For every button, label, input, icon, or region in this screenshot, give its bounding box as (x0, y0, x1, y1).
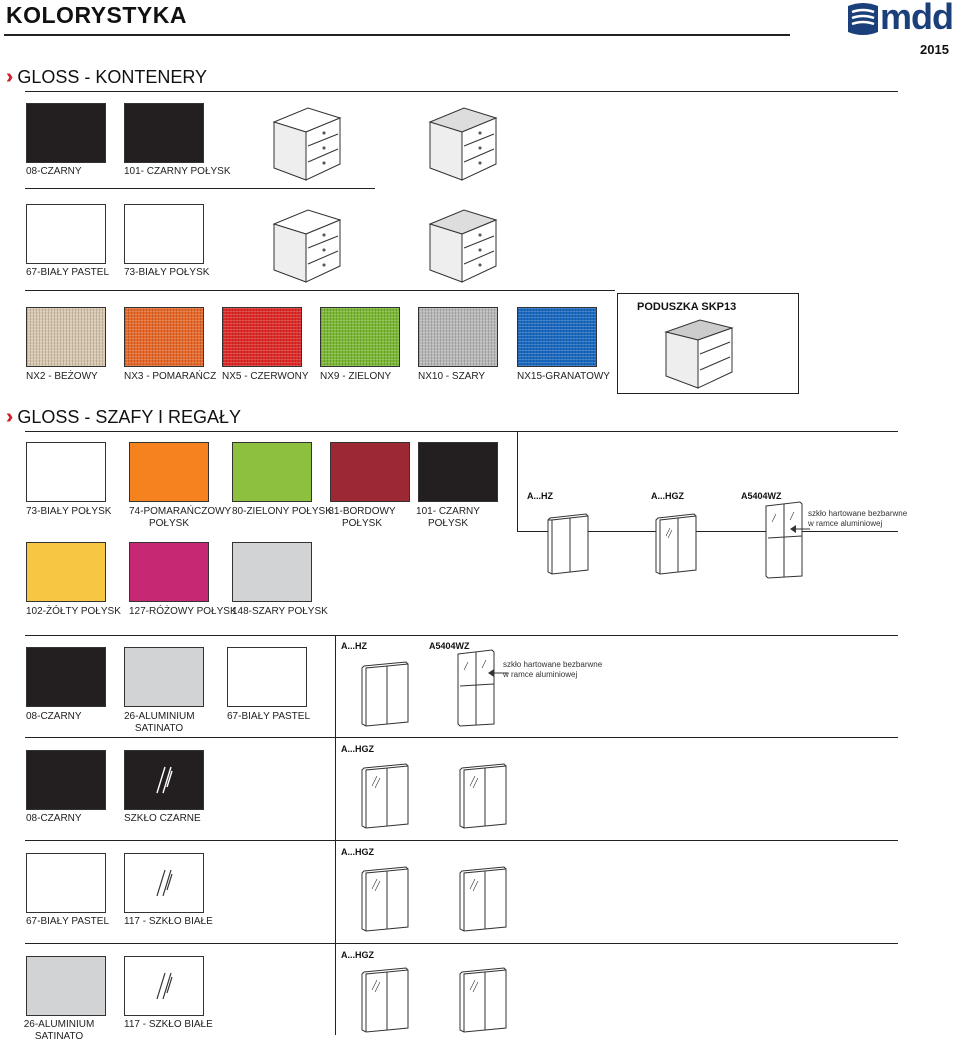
brand-logo (846, 2, 960, 36)
swatch-label: 08-CZARNY (26, 711, 82, 722)
column-divider (335, 635, 336, 1035)
swatch-label: 127-RÓŻOWY POŁYSK (129, 606, 237, 617)
swatch-label: SZKŁO CZARNE (124, 813, 201, 824)
swatch-label: NX3 - POMARAŃCZ (124, 371, 217, 382)
glass-cabinet-drawing-icon (360, 865, 410, 933)
row-divider (25, 943, 898, 944)
swatch-127-rozowy-polysk (129, 542, 209, 602)
arrow-icon (790, 524, 810, 534)
glass-cabinet-drawing-icon (654, 512, 698, 576)
swatch-102-zolty-polysk (26, 542, 106, 602)
model-label: A...HZ (527, 491, 553, 501)
swatch-67-bialy-pastel (26, 204, 106, 264)
swatch-label: NX15-GRANATOWY (517, 371, 610, 382)
pedestal-drawing-icon (428, 106, 498, 182)
pedestal-drawing-icon (428, 208, 498, 284)
swatch-nx15-granatowy (517, 307, 597, 367)
glass-note: szkło hartowane bezbarwne w ramce aluminiowej (503, 660, 603, 679)
swatch-08-czarny (26, 647, 106, 707)
swatch-nx9-zielony (320, 307, 400, 367)
chevron-icon: ›› (6, 406, 8, 428)
swatch-81-bordowy-polysk (330, 442, 410, 502)
swatch-label: 67-BIAŁY PASTEL (26, 267, 110, 278)
section-divider (25, 91, 898, 92)
year: 2015 (920, 42, 949, 57)
glass-icon (153, 868, 177, 898)
row-divider (25, 188, 375, 189)
page-title: KOLORYSTYKA (6, 2, 187, 28)
model-label: A5404WZ (741, 491, 782, 501)
cabinet-drawing-icon (360, 660, 410, 728)
tall-cabinet-drawing-icon (764, 500, 804, 580)
swatch-label: NX5 - CZERWONY (222, 371, 309, 382)
cabinet-drawing-icon (546, 512, 590, 576)
glass-note: szkło hartowane bezbarwne w ramce aluminiowej (808, 509, 908, 528)
swatch-label: 26-ALUMINIUM SATINATO (23, 1019, 95, 1042)
column-divider (517, 431, 518, 531)
pedestal-drawing-icon (272, 106, 342, 182)
section-title-kontenery: ›› GLOSS - KONTENERY (6, 66, 208, 88)
row-divider (25, 840, 898, 841)
row-divider (25, 737, 898, 738)
swatch-101-czarny-polysk (124, 103, 204, 163)
swatch-73-bialy-polysk (26, 442, 106, 502)
swatch-label: 73-BIAŁY POŁYSK (124, 267, 210, 278)
section-divider (25, 431, 898, 432)
model-label: A...HGZ (341, 950, 374, 960)
swatch-148-szary-polysk (232, 542, 312, 602)
swatch-label: 81-BORDOWY POŁYSK (328, 506, 396, 529)
swatch-szklo-czarne (124, 750, 204, 810)
swatch-label: 117 - SZKŁO BIAŁE (124, 916, 213, 927)
chevron-icon: ›› (6, 66, 8, 88)
pedestal-drawing-icon (272, 208, 342, 284)
row-divider (25, 290, 615, 291)
model-label: A...HGZ (651, 491, 684, 501)
glass-cabinet-drawing-icon (458, 762, 508, 830)
swatch-101-czarny-polysk (418, 442, 498, 502)
glass-icon (153, 765, 177, 795)
swatch-label: 74-POMARAŃCZOWY POŁYSK (129, 506, 232, 529)
swatch-08-czarny (26, 750, 106, 810)
swatch-67-bialy-pastel (227, 647, 307, 707)
swatch-label: 67-BIAŁY PASTEL (26, 916, 110, 927)
swatch-label: 117 - SZKŁO BIAŁE (124, 1019, 213, 1030)
swatch-label: 73-BIAŁY POŁYSK (26, 506, 112, 517)
swatch-117-szklo-biale (124, 956, 204, 1016)
logo-text: mdd (880, 0, 953, 37)
arrow-icon (488, 668, 508, 678)
model-label: A...HGZ (341, 744, 374, 754)
swatch-08-czarny (26, 103, 106, 163)
swatch-74-pomaranczowy-polysk (129, 442, 209, 502)
swatch-label: 67-BIAŁY PASTEL (227, 711, 311, 722)
swatch-73-bialy-polysk (124, 204, 204, 264)
swatch-label: NX10 - SZARY (418, 371, 486, 382)
glass-cabinet-drawing-icon (458, 966, 508, 1034)
swatch-26-aluminium-satinato (26, 956, 106, 1016)
swatch-label: NX2 - BEŻOWY (26, 371, 98, 382)
glass-icon (153, 971, 177, 1001)
swatch-nx5-czerwony (222, 307, 302, 367)
pedestal-cushion-drawing-icon (664, 318, 734, 390)
swatch-label: 101- CZARNY POŁYSK (124, 166, 231, 177)
glass-cabinet-drawing-icon (360, 966, 410, 1034)
swatch-label: 08-CZARNY (26, 166, 82, 177)
row-divider (25, 635, 898, 636)
swatch-67-bialy-pastel (26, 853, 106, 913)
swatch-label: 08-CZARNY (26, 813, 82, 824)
tall-cabinet-drawing-icon (456, 648, 496, 728)
swatch-117-szklo-biale (124, 853, 204, 913)
model-label: A...HGZ (341, 847, 374, 857)
header-divider (4, 34, 790, 36)
swatch-label: 26-ALUMINIUM SATINATO (124, 711, 195, 734)
swatch-nx2-bezowy (26, 307, 106, 367)
logo-mark-icon (846, 2, 880, 36)
swatch-80-zielony-polysk (232, 442, 312, 502)
swatch-nx3-pomarancz (124, 307, 204, 367)
swatch-label: NX9 - ZIELONY (320, 371, 392, 382)
swatch-label: 80-ZIELONY POŁYSK (232, 506, 332, 517)
glass-cabinet-drawing-icon (360, 762, 410, 830)
poduszka-title: PODUSZKA SKP13 (637, 301, 737, 313)
swatch-nx10-szary (418, 307, 498, 367)
swatch-label: 148-SZARY POŁYSK (232, 606, 328, 617)
model-label: A...HZ (341, 641, 367, 651)
section-title-szafy: ›› GLOSS - SZAFY I REGAŁY (6, 406, 242, 428)
glass-cabinet-drawing-icon (458, 865, 508, 933)
model-label: A5404WZ (429, 641, 470, 651)
swatch-label: 101- CZARNY POŁYSK (416, 506, 480, 529)
swatch-26-aluminium-satinato (124, 647, 204, 707)
swatch-label: 102-ŻÓŁTY POŁYSK (26, 606, 121, 617)
